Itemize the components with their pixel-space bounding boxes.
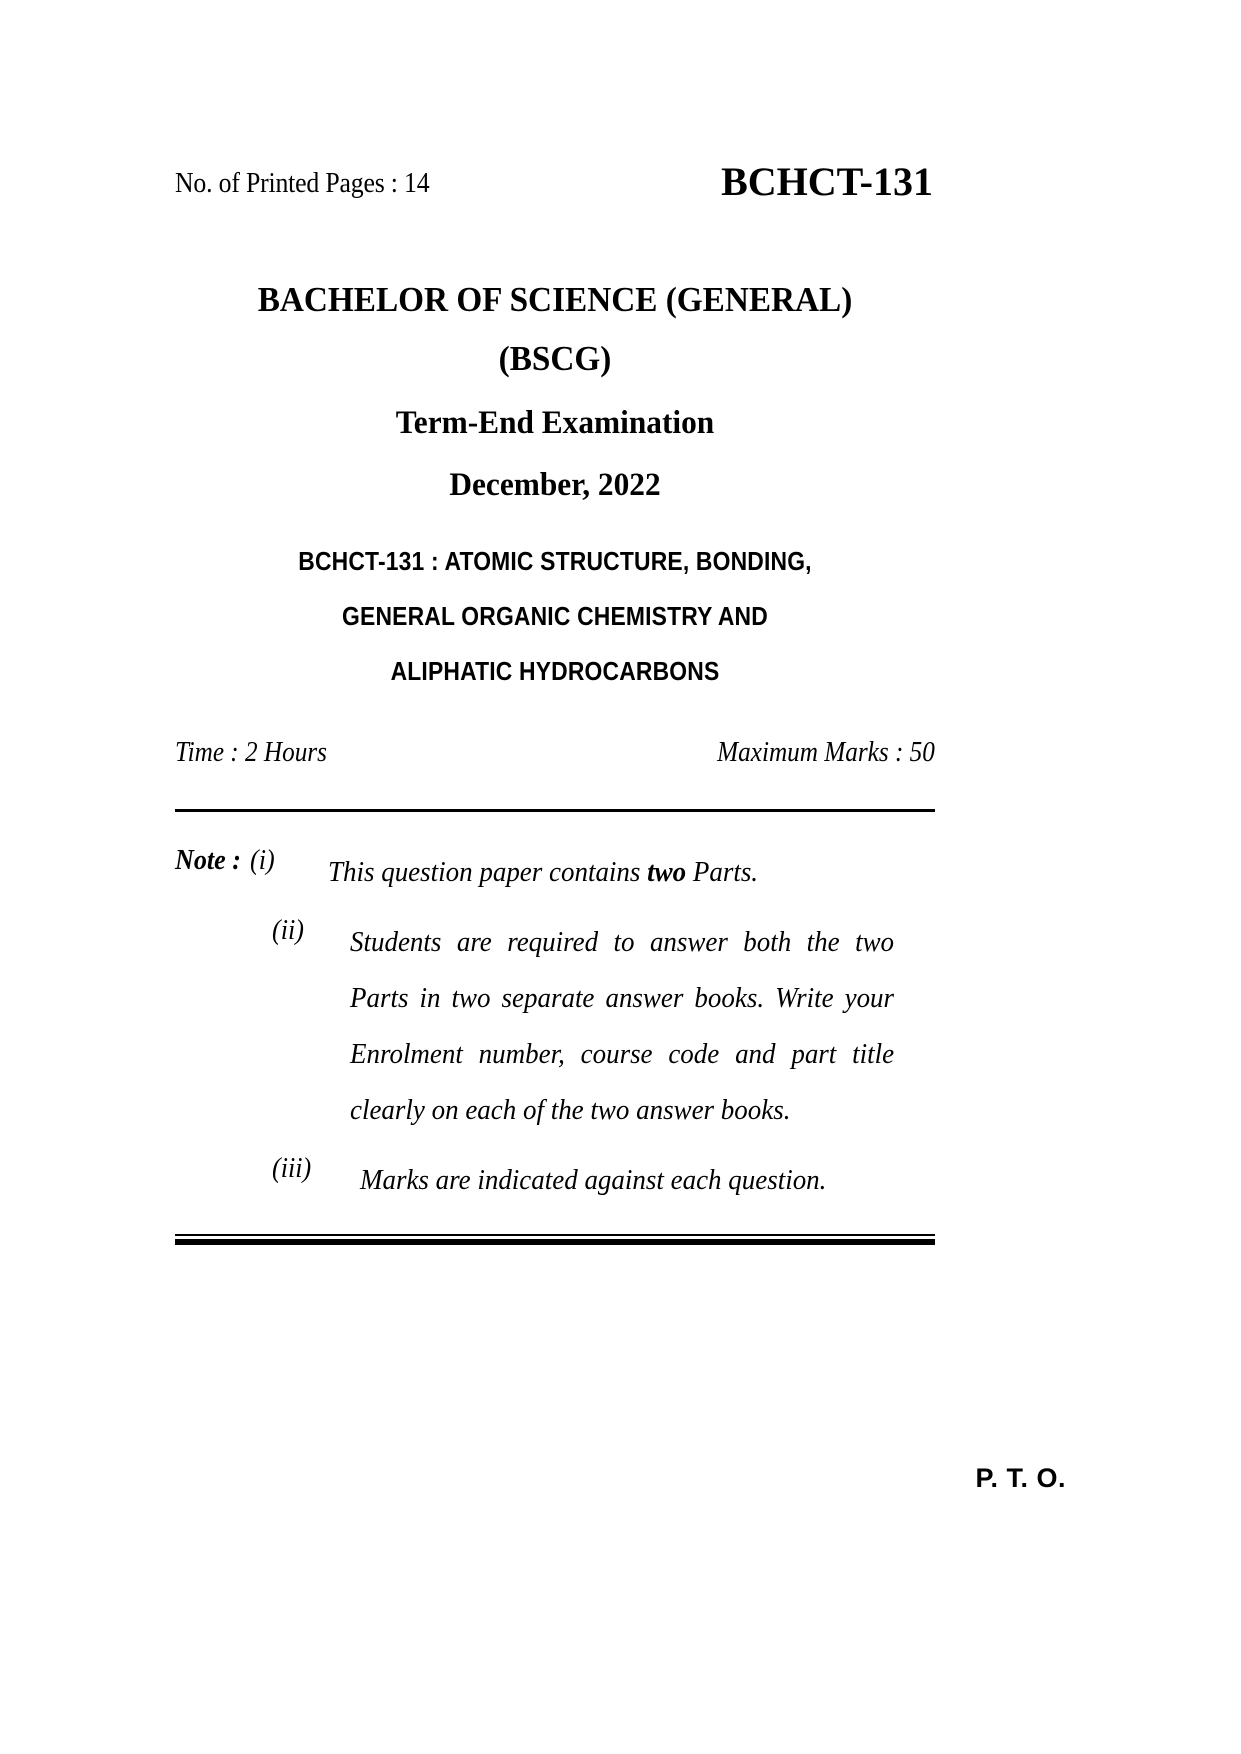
page-content: [175, 0, 935, 1245]
header-row: [175, 158, 935, 230]
course-title-line1: BCHCT-131 : ATOMIC STRUCTURE, BONDING,: [298, 546, 812, 576]
note-block: [175, 844, 935, 1208]
course-code-label: BCHCT-131: [721, 159, 933, 204]
note-marker-ii: (ii): [272, 914, 304, 946]
note-text-i: [328, 844, 892, 900]
note-item-iii: [175, 1152, 935, 1208]
course-title-block: [221, 534, 890, 699]
note-text-iii: Marks are indicated against each question.: [360, 1164, 827, 1196]
note-marker-i: (i): [250, 844, 275, 876]
top-divider-rule: [175, 809, 935, 812]
exam-max-marks: Maximum Marks : 50: [717, 737, 935, 768]
exam-type-heading: Term-End Examination: [395, 405, 715, 441]
course-title-line2: GENERAL ORGANIC CHEMISTRY AND: [342, 601, 768, 631]
program-title-line1: BACHELOR OF SCIENCE (GENERAL): [257, 280, 853, 319]
bottom-divider-rule: [175, 1234, 935, 1245]
note-label: Note :: [175, 844, 241, 876]
exam-duration: Time : 2 Hours: [175, 737, 327, 768]
note-text-i-emphasis: two: [647, 856, 687, 888]
program-title-line2: (BSCG): [498, 339, 612, 378]
course-title-line3: ALIPHATIC HYDROCARBONS: [390, 656, 720, 686]
note-item-i: [175, 844, 935, 900]
note-text-i-after: Parts.: [686, 856, 759, 888]
exam-session-heading: December, 2022: [449, 467, 661, 503]
page-turn-over-label: P. T. O.: [975, 1463, 1066, 1493]
note-item-ii: [175, 914, 935, 1138]
bottom-rule-thick: [175, 1239, 935, 1245]
note-marker-iii: (iii): [272, 1152, 312, 1184]
bottom-rule-thin: [175, 1234, 935, 1236]
exam-meta-row: [175, 737, 935, 781]
note-text-ii: Students are required to answer both the two Parts in two separate answer books. Write your Enrolment number, course code and part title clearly on each of the two answer books.: [350, 926, 895, 1126]
printed-pages-label: No. of Printed Pages : 14: [175, 168, 430, 199]
note-text-i-before: This question paper contains: [328, 856, 648, 888]
